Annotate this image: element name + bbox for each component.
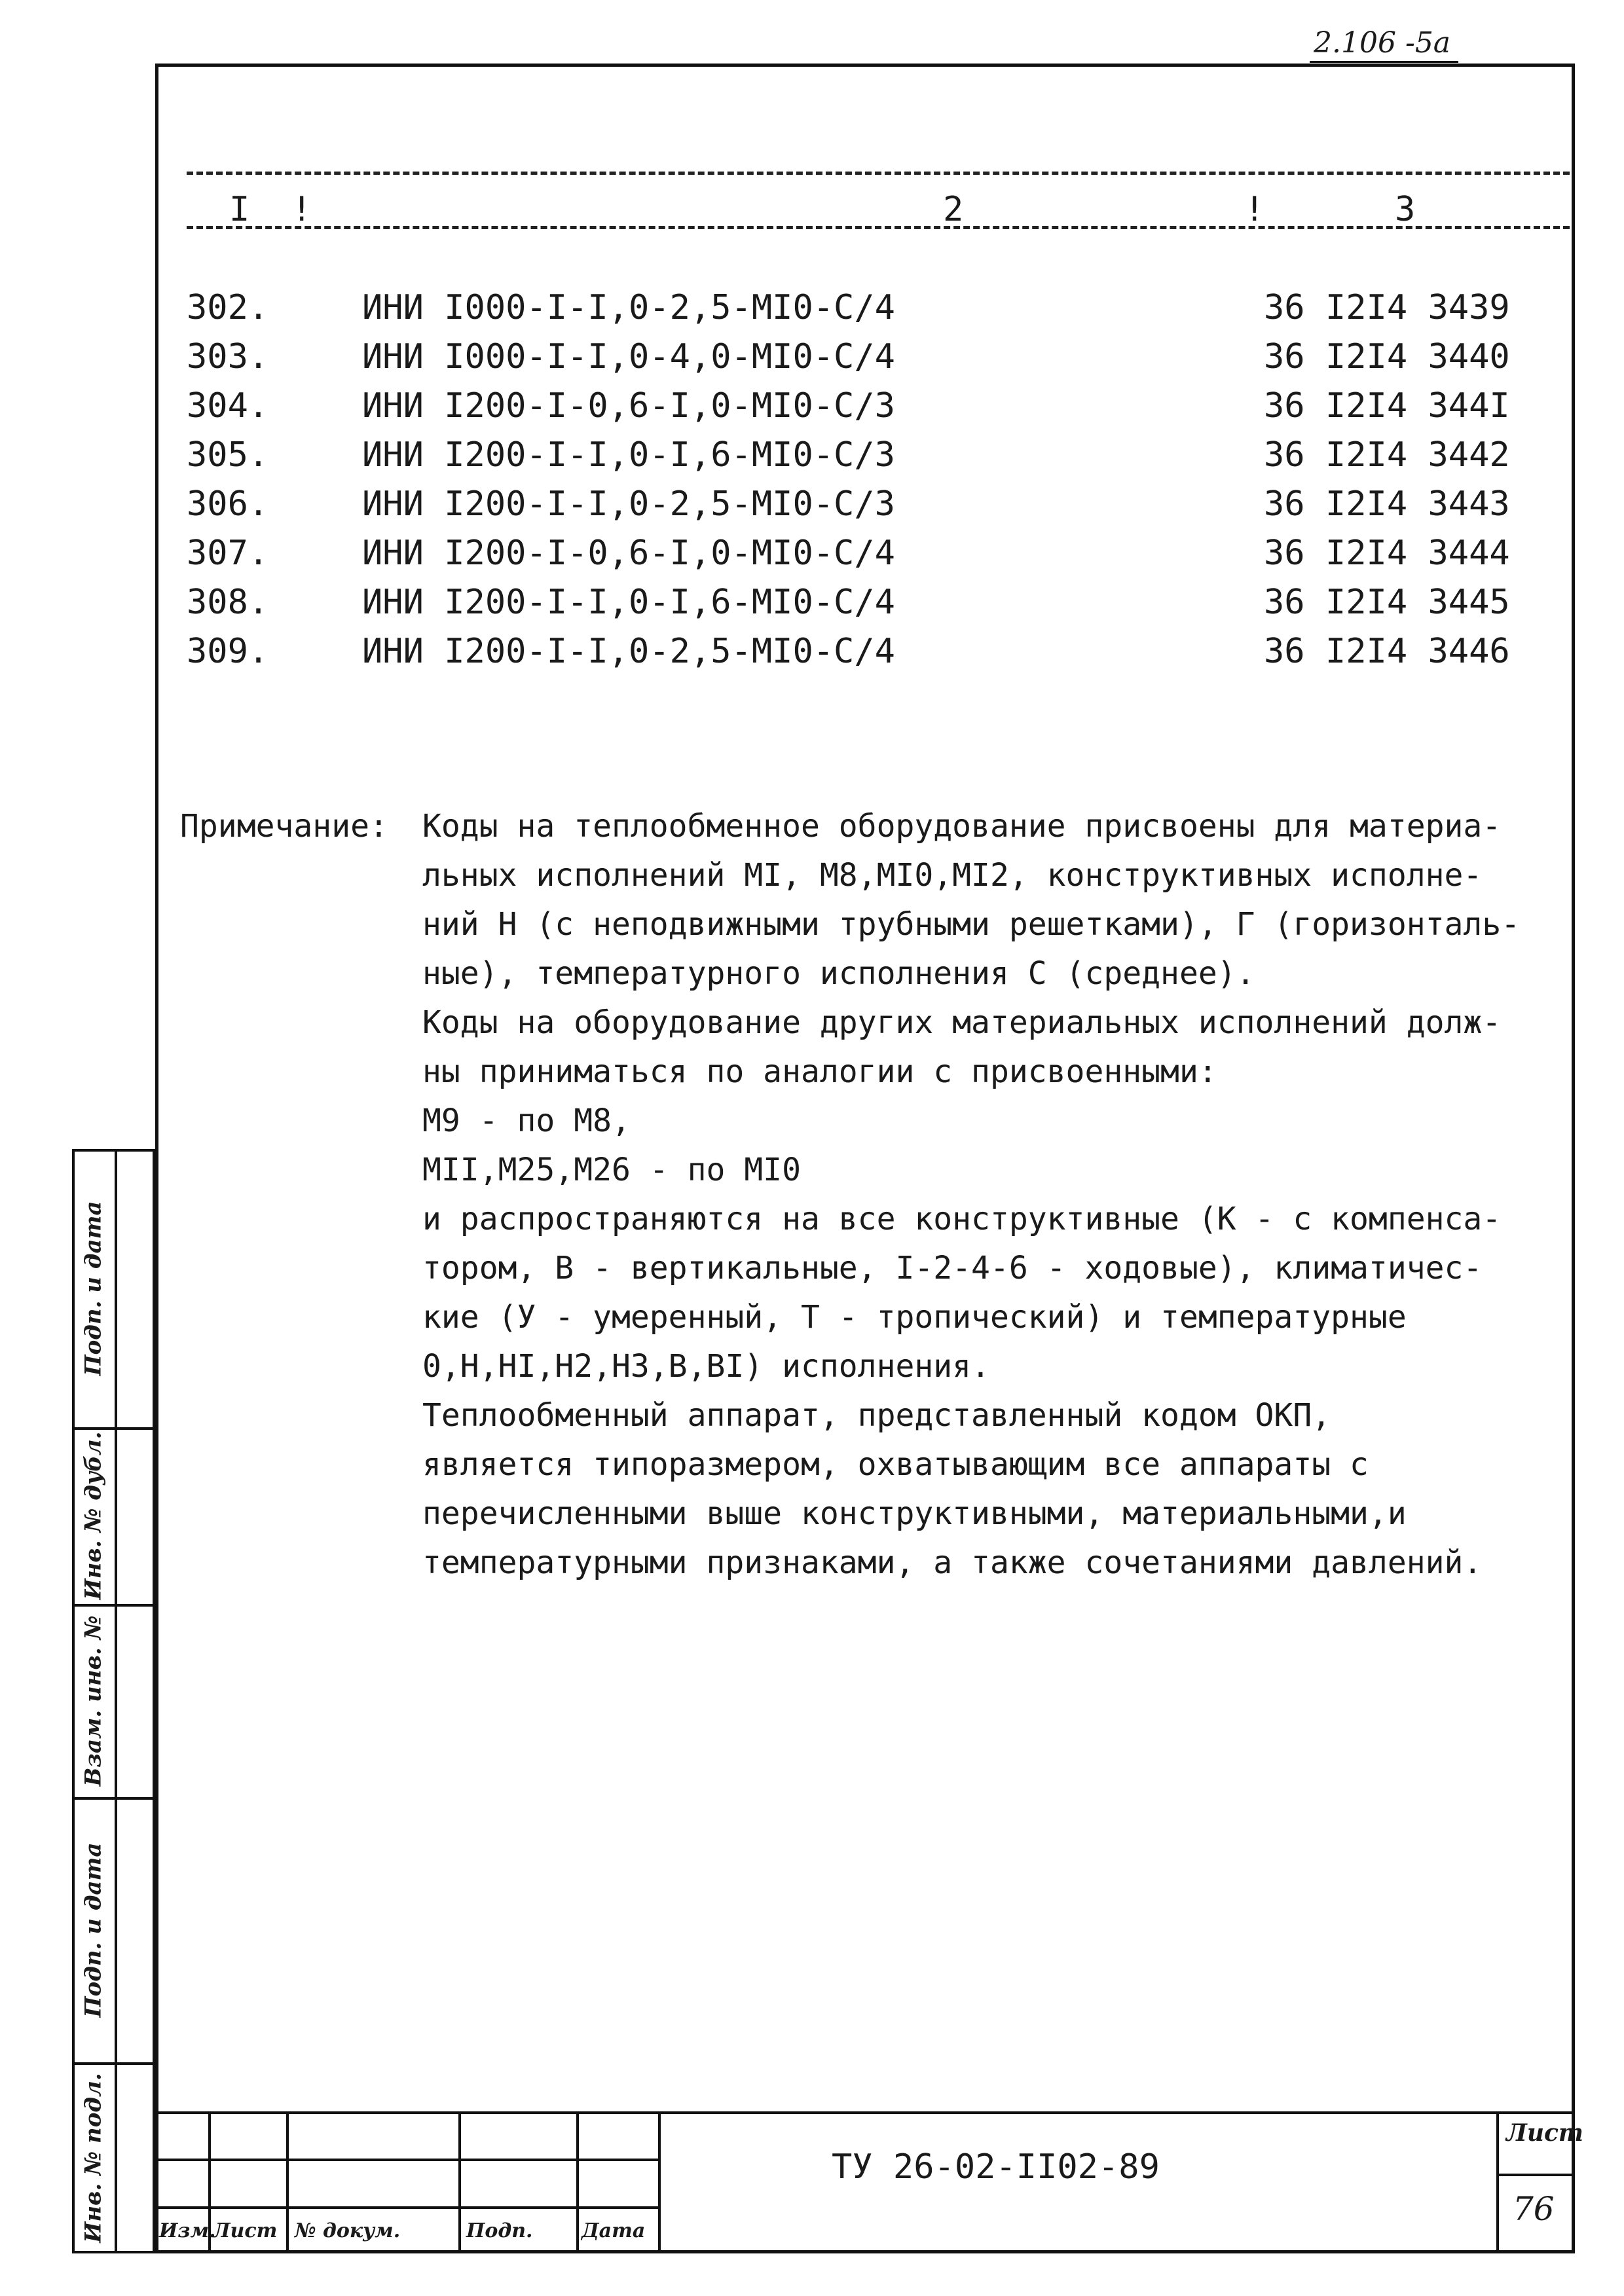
- side-label-podp-data-2: Подп. и дата: [80, 1842, 107, 2018]
- side-stamp-divider: [115, 1149, 117, 2253]
- title-block-rule: [155, 2159, 659, 2161]
- row-okp-code: 36 I2I4 3442: [1264, 435, 1510, 475]
- table-row: [0, 386, 1624, 435]
- side-label-vzam-inv: Взам. инв. №: [80, 1615, 107, 1786]
- title-block-col: [658, 2111, 661, 2253]
- row-number: 308.: [187, 583, 269, 622]
- sheet-number: 76: [1513, 2190, 1555, 2228]
- row-designation: ИНИ I200-I-I,0-2,5-МI0-С/4: [362, 632, 895, 671]
- title-block-col: [286, 2111, 289, 2253]
- column-header-1: I: [229, 190, 250, 229]
- table-row: [0, 632, 1624, 681]
- sheet-label: Лист: [1506, 2119, 1584, 2147]
- header-top-rule: [187, 172, 1570, 175]
- note-paragraph: Коды на теплообменное оборудование присвоены для материа- льных исполнений МI, М8,МI0,МI2, конструктивных исполне- ний Н (с неподвижными трубными решетками), Г (горизонталь- ные), температурного исполнения С (среднее).: [422, 808, 1521, 992]
- column-separator-1: !: [291, 190, 312, 229]
- row-designation: ИНИ I200-I-I,0-I,6-МI0-С/3: [362, 435, 895, 475]
- title-block-rule: [1496, 2174, 1575, 2176]
- side-label-podp-data: Подп. и дата: [80, 1200, 107, 1376]
- note-paragraph: Коды на оборудование других материальных исполнений долж- ны приниматься по аналогии с присвоенными: М9 - по М8, МII,М25,М26 - по МI0 и распространяются на все конструктивные (К - с компенса- тором, В - вертикальные, I-2-4-6 - ходовые), климатичес- кие (У - умеренный, Т - тропический) и температурные 0,Н,НI,Н2,Н3,В,ВI) исполнения.: [422, 1004, 1502, 1385]
- label-list: Лист: [213, 2219, 278, 2242]
- label-data: Дата: [581, 2219, 646, 2242]
- row-designation: ИНИ I200-I-0,6-I,0-МI0-С/4: [362, 534, 895, 573]
- label-izm: Изм.: [159, 2219, 216, 2242]
- row-number: 305.: [187, 435, 269, 475]
- column-separator-2: !: [1244, 190, 1265, 229]
- header-bottom-rule: [187, 226, 1570, 229]
- row-number: 304.: [187, 386, 269, 426]
- table-row: [0, 583, 1624, 632]
- document-code: ТУ 26-02-II02-89: [832, 2147, 1160, 2187]
- column-header-3: 3: [1395, 190, 1416, 229]
- row-designation: ИНИ I200-I-0,6-I,0-МI0-С/3: [362, 386, 895, 426]
- row-designation: ИНИ I200-I-I,0-I,6-МI0-С/4: [362, 583, 895, 622]
- table-row: [0, 484, 1624, 534]
- row-okp-code: 36 I2I4 344I: [1264, 386, 1510, 426]
- row-number: 302.: [187, 288, 269, 327]
- column-header-2: 2: [943, 190, 964, 229]
- note-paragraph: Теплообменный аппарат, представленный кодом ОКП, является типоразмером, охватывающим все аппараты с перечисленными выше конструктивными, материальными,и температурными признаками, а также сочетаниями давлений.: [422, 1397, 1483, 1581]
- table-row: [0, 288, 1624, 337]
- table-row: [0, 534, 1624, 583]
- side-label-inv-podl: Инв. № подл.: [80, 2073, 107, 2243]
- title-block-col: [458, 2111, 461, 2253]
- row-number: 307.: [187, 534, 269, 573]
- row-okp-code: 36 I2I4 3443: [1264, 484, 1510, 524]
- note-label: Примечание:: [180, 808, 388, 845]
- side-label-inv-dubl: Инв. № дубл.: [80, 1431, 107, 1600]
- title-block-col: [1496, 2111, 1499, 2253]
- note-body: [422, 802, 1575, 1588]
- row-designation: ИНИ I000-I-I,0-2,5-МI0-С/4: [362, 288, 895, 327]
- label-n-dokum: № докум.: [295, 2219, 401, 2242]
- row-designation: ИНИ I000-I-I,0-4,0-МI0-С/4: [362, 337, 895, 376]
- row-okp-code: 36 I2I4 3439: [1264, 288, 1510, 327]
- row-number: 309.: [187, 632, 269, 671]
- table-row: [0, 435, 1624, 484]
- label-podp: Подп.: [466, 2219, 533, 2242]
- table-row: [0, 337, 1624, 386]
- row-number: 303.: [187, 337, 269, 376]
- row-okp-code: 36 I2I4 3444: [1264, 534, 1510, 573]
- row-number: 306.: [187, 484, 269, 524]
- page-code: 2.106 -5а: [1310, 26, 1458, 63]
- title-block-top-rule: [155, 2111, 1575, 2114]
- row-okp-code: 36 I2I4 3446: [1264, 632, 1510, 671]
- row-okp-code: 36 I2I4 3445: [1264, 583, 1510, 622]
- row-designation: ИНИ I200-I-I,0-2,5-МI0-С/3: [362, 484, 895, 524]
- title-block-col: [576, 2111, 579, 2253]
- row-okp-code: 36 I2I4 3440: [1264, 337, 1510, 376]
- title-block-rule: [155, 2206, 659, 2209]
